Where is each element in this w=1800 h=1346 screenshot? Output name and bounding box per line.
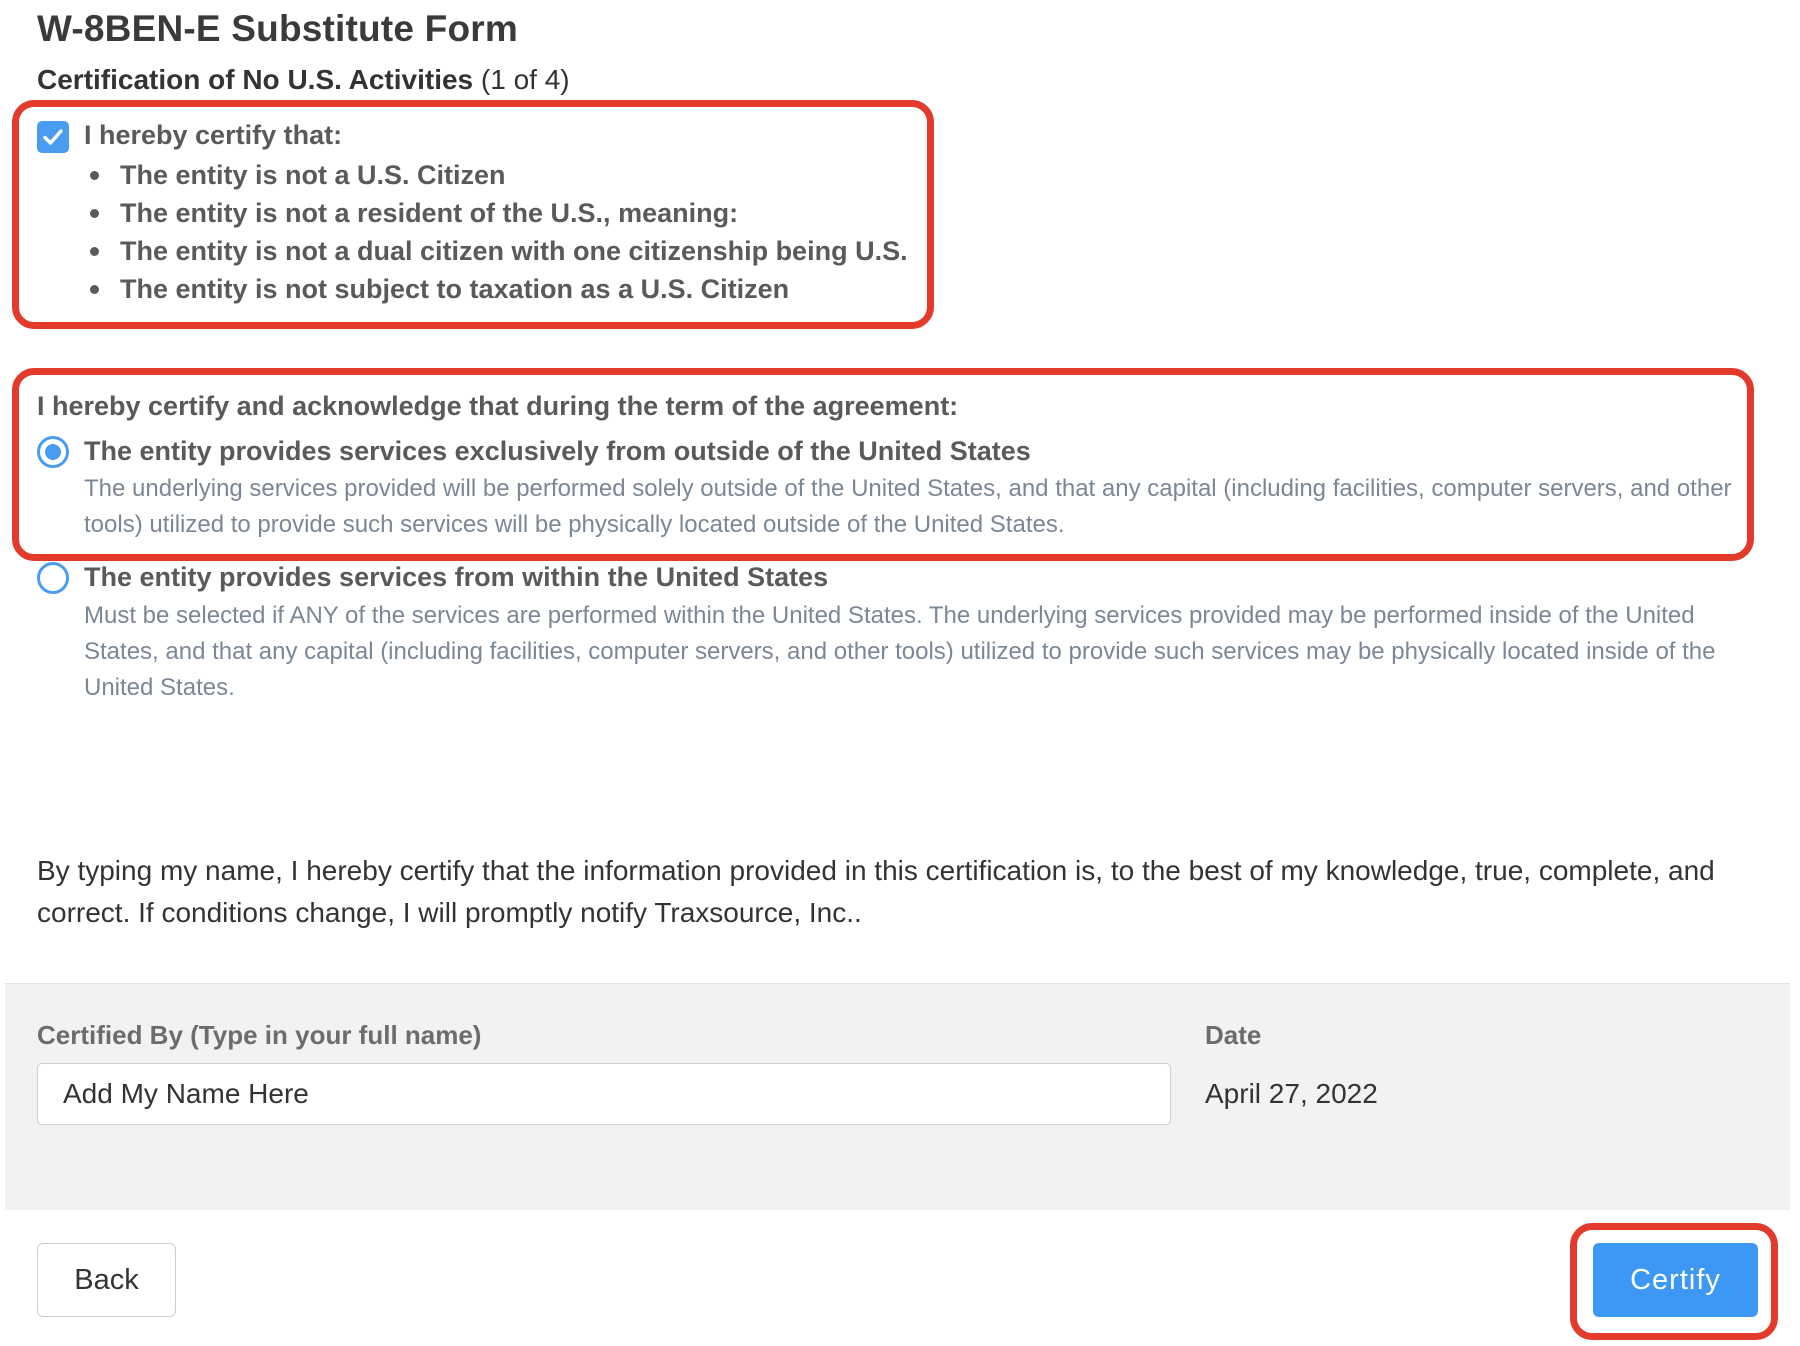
- section-step-count: (1 of 4): [480, 64, 570, 95]
- certify-label: I hereby certify that:: [84, 120, 343, 150]
- certified-by-label: Certified By (Type in your full name): [37, 1020, 482, 1050]
- highlight-box-certify-button: [1570, 1223, 1778, 1340]
- option-within-us-description: Must be selected if ANY of the services are performed within the United States. The underlying services provided may be performed inside of the United States, and that any capital (including facilities, computer servers, and other tools) utilized to provide such services may be physically located inside of the United States.: [84, 602, 1716, 701]
- page-title: W-8BEN-E Substitute Form: [37, 8, 518, 49]
- back-button[interactable]: Back: [37, 1243, 176, 1317]
- section-title: [37, 64, 570, 96]
- certification-statement: By typing my name, I hereby certify that the information provided in this certification is, to the best of my knowledge, true, complete, and correct. If conditions change, I will promptly notify Traxsource, Inc..: [37, 855, 1715, 928]
- radio-within-us[interactable]: [37, 562, 69, 594]
- option-within-us-title[interactable]: The entity provides services from within the United States: [84, 562, 829, 592]
- list-item: The entity is not a resident of the U.S., meaning:: [90, 196, 908, 234]
- list-item: The entity is not a U.S. Citizen: [90, 158, 908, 196]
- list-item: The entity is not a dual citizen with one citizenship being U.S.: [90, 234, 908, 272]
- list-item: The entity is not subject to taxation as a U.S. Citizen: [90, 272, 908, 310]
- full-name-input[interactable]: [37, 1063, 1171, 1125]
- highlight-box-outside-us: [12, 368, 1754, 561]
- option-outside-us-title[interactable]: The entity provides services exclusively from outside of the United States: [84, 436, 1031, 466]
- highlight-box-certify: [12, 100, 934, 329]
- option-outside-us-description: The underlying services provided will be performed solely outside of the United States, and that any capital (including facilities, computer servers, and other tools) utilized to provide such services will be physically located outside of the United States.: [84, 475, 1732, 538]
- certify-button[interactable]: Certify: [1593, 1243, 1758, 1317]
- date-label: Date: [1205, 1020, 1262, 1050]
- date-value: April 27, 2022: [1205, 1078, 1378, 1109]
- acknowledge-label: I hereby certify and acknowledge that during the term of the agreement:: [37, 391, 959, 421]
- section-title-text: Certification of No U.S. Activities: [37, 64, 474, 95]
